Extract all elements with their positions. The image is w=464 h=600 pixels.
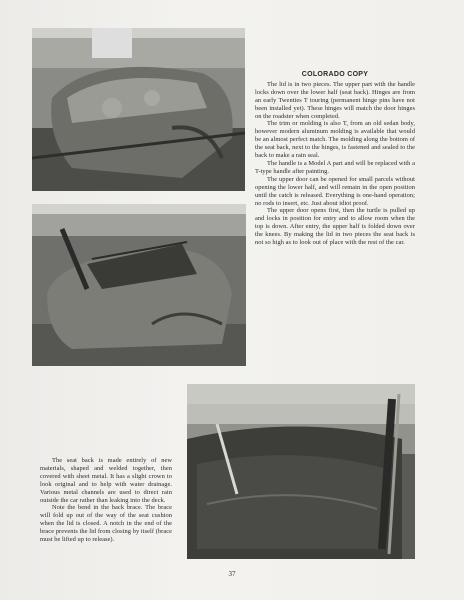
- paragraph-upper-door: The upper door can be opened for small parcels without opening the lower half, and will remain in the open position until the catch is released. Everything is one-hand operation; no rods to insert, etc. Just about idiot proof.: [255, 175, 415, 207]
- photo-lid-open-interior: [187, 384, 415, 559]
- paragraph-seat-back: The seat back is made entirely of new materials, shaped and welded together, then covered with sheet metal. It has a slight crown to look original and to help with water drainage. Various metal channels are used to direct rain outside the car rather than leaking into the deck.: [40, 457, 172, 504]
- paragraph-back-brace: Note the bend in the back brace. The brace will fold up out of the way of the seat cushion when the lid is closed. A notch in the end of the brace prevents the lid from closing by itself (brace must be lifted up to release).: [40, 504, 172, 544]
- article-left-column: [40, 457, 172, 544]
- paragraph-opening-sequence: The upper door opens first, then the turtle is pulled up and locks in position for entry and to allow room when the top is down. After entry, the upper half is folded down over the knees. By making the lid in two pieces the seat back is not so high as to look out of place with the rest of the car.: [255, 207, 415, 247]
- page-number: 37: [228, 570, 236, 578]
- photo-closed-turtle-deck: [32, 28, 245, 191]
- photo-lid-partially-open: [32, 204, 246, 366]
- paragraph-lid-two-pieces: The lid is in two pieces. The upper part with the handle locks down over the lower half (seat back). Hinges are from an early Twenties T touring (permanent hinge pins have not been installed yet). These hinges will match the door hinges on the roadster when completed.: [255, 80, 415, 120]
- paragraph-trim-molding: The trim or molding is also T, from an old sedan body, however modern aluminum molding is available that would be an almost perfect match. The molding along the bottom of the seat back, next to the hinges, is fastened and sealed to the back to make a rain seal.: [255, 120, 415, 160]
- paragraph-handle: The handle is a Model A part and will be replaced with a T-type handle after painting.: [255, 159, 415, 175]
- article-heading: COLORADO COPY: [301, 71, 369, 78]
- article-right-column: [255, 71, 415, 247]
